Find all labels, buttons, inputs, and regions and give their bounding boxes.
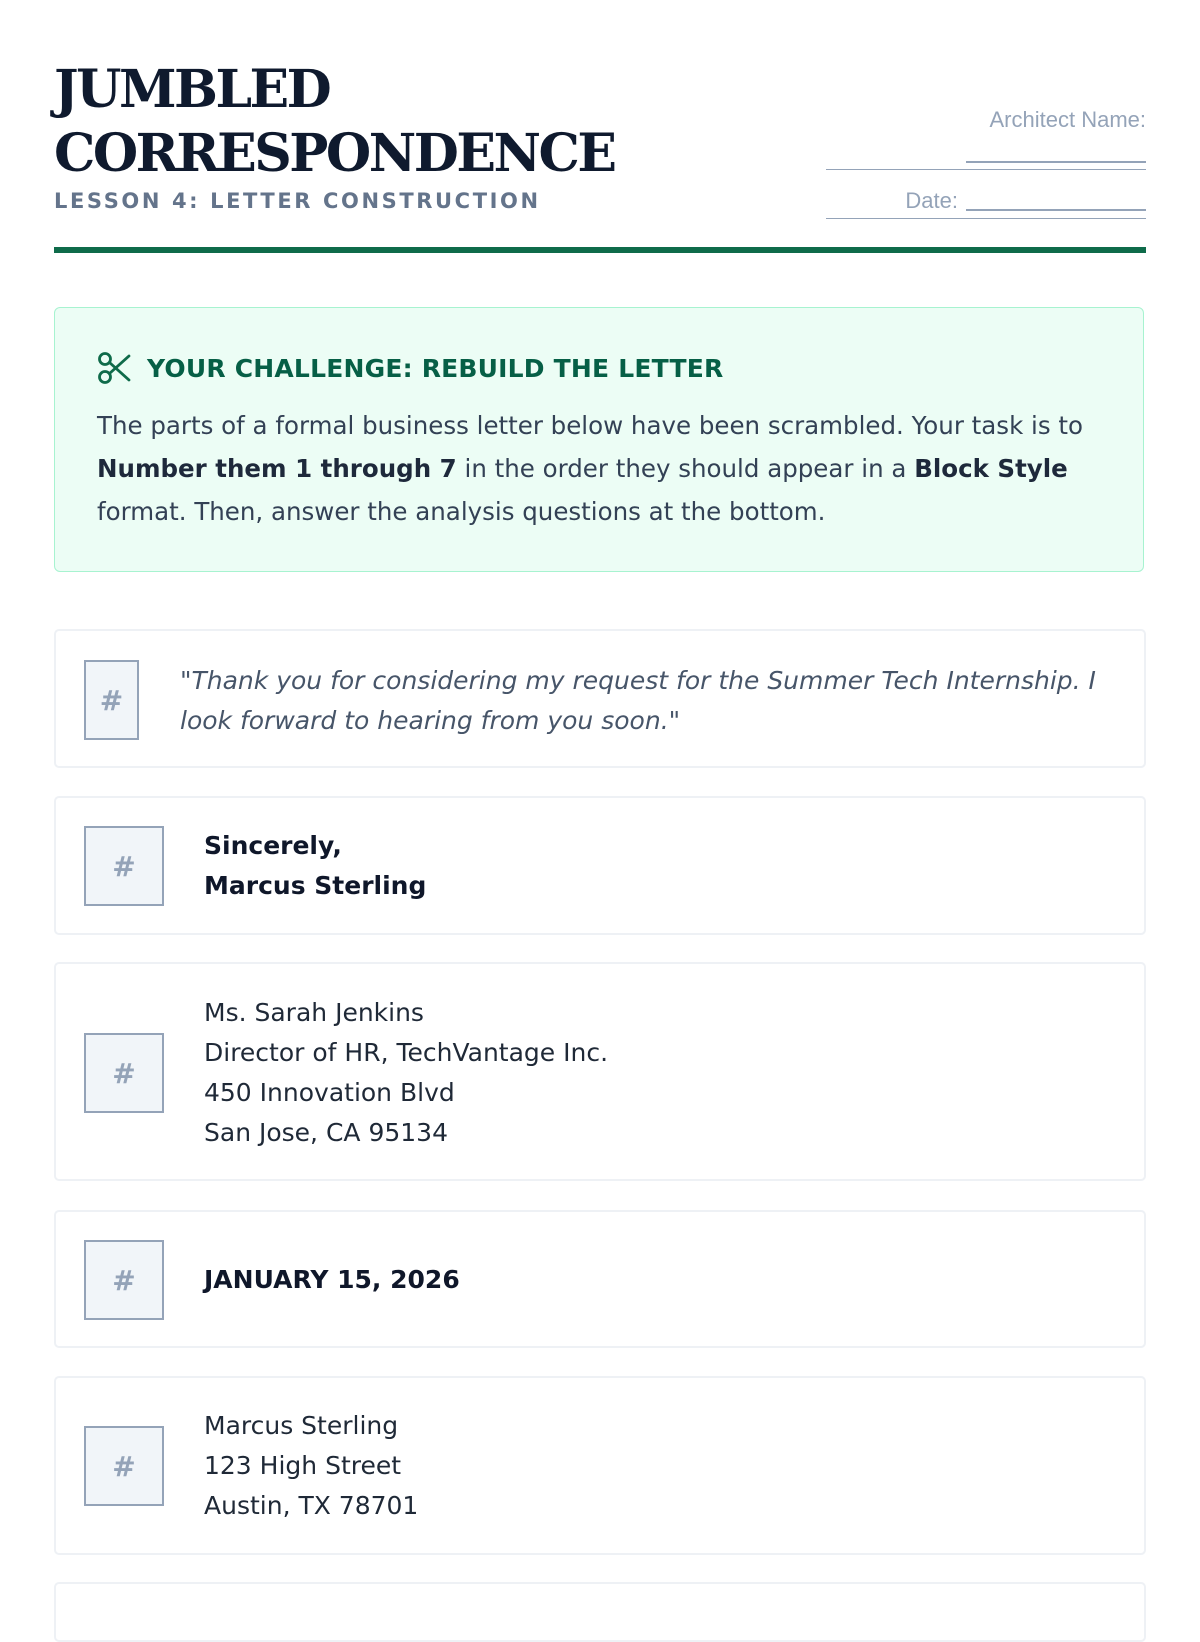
challenge-box — [54, 307, 1144, 572]
header — [54, 0, 1146, 254]
instructions-part-2: in the order they should appear in a — [456, 454, 915, 483]
sender-address-line-2: 123 High Street — [204, 1451, 402, 1480]
signature-line-2: Marcus Sterling — [204, 871, 427, 900]
date-text: JANUARY 15, 2026 — [204, 1265, 460, 1294]
page-title — [54, 58, 615, 186]
lesson-subtitle: LESSON 4: LETTER CONSTRUCTION — [54, 189, 541, 213]
order-number-box[interactable]: # — [84, 1033, 164, 1113]
challenge-heading — [97, 350, 723, 386]
challenge-instructions — [97, 404, 1107, 533]
inside-address-line-4: San Jose, CA 95134 — [204, 1118, 448, 1147]
architect-name-blank[interactable] — [966, 161, 1146, 163]
letter-part-next — [54, 1582, 1146, 1642]
signature-line-1: Sincerely, — [204, 831, 342, 860]
inside-address-line-1: Ms. Sarah Jenkins — [204, 998, 424, 1027]
sender-address-line-1: Marcus Sterling — [204, 1411, 399, 1440]
letter-part-sender-address — [54, 1376, 1146, 1555]
inside-address-line-2: Director of HR, TechVantage Inc. — [204, 1038, 609, 1067]
date-blank[interactable] — [966, 209, 1146, 211]
date-underline — [826, 218, 1146, 219]
instructions-bold-2: Block Style — [914, 454, 1068, 483]
signature-text — [204, 826, 426, 906]
header-divider — [54, 247, 1146, 253]
order-number-box[interactable]: # — [84, 660, 139, 740]
sender-address-line-3: Austin, TX 78701 — [204, 1491, 419, 1520]
architect-name-label: Architect Name: — [989, 107, 1146, 132]
order-number-box[interactable]: # — [84, 1240, 164, 1320]
letter-part-signature — [54, 796, 1146, 935]
inside-address-line-3: 450 Innovation Blvd — [204, 1078, 455, 1107]
letter-part-inside-address — [54, 962, 1146, 1181]
title-line-1: JUMBLED — [54, 59, 330, 120]
date-label: Date: — [905, 188, 958, 213]
sender-address-text — [204, 1406, 418, 1526]
letter-part-closing-paragraph — [54, 629, 1146, 768]
inside-address-text — [204, 993, 608, 1153]
instructions-bold-1: Number them 1 through 7 — [97, 454, 457, 483]
challenge-title: YOUR CHALLENGE: REBUILD THE LETTER — [147, 353, 724, 383]
worksheet-page — [54, 0, 1146, 1520]
closing-paragraph-text: "Thank you for considering my request for the Summer Tech Internship. I look forward to hearing from you soon." — [180, 666, 1096, 735]
instructions-part-3: format. Then, answer the analysis questions at the bottom. — [97, 497, 826, 526]
architect-name-underline — [826, 169, 1146, 170]
order-number-box[interactable]: # — [84, 1426, 164, 1506]
title-line-2: CORRESPONDENCE — [54, 123, 615, 184]
scissors-icon — [97, 350, 131, 386]
instructions-part-1: The parts of a formal business letter below have been scrambled. Your task is to — [97, 411, 1083, 440]
student-fields — [826, 0, 1146, 240]
letter-part-date — [54, 1210, 1146, 1348]
order-number-box[interactable]: # — [84, 826, 164, 906]
